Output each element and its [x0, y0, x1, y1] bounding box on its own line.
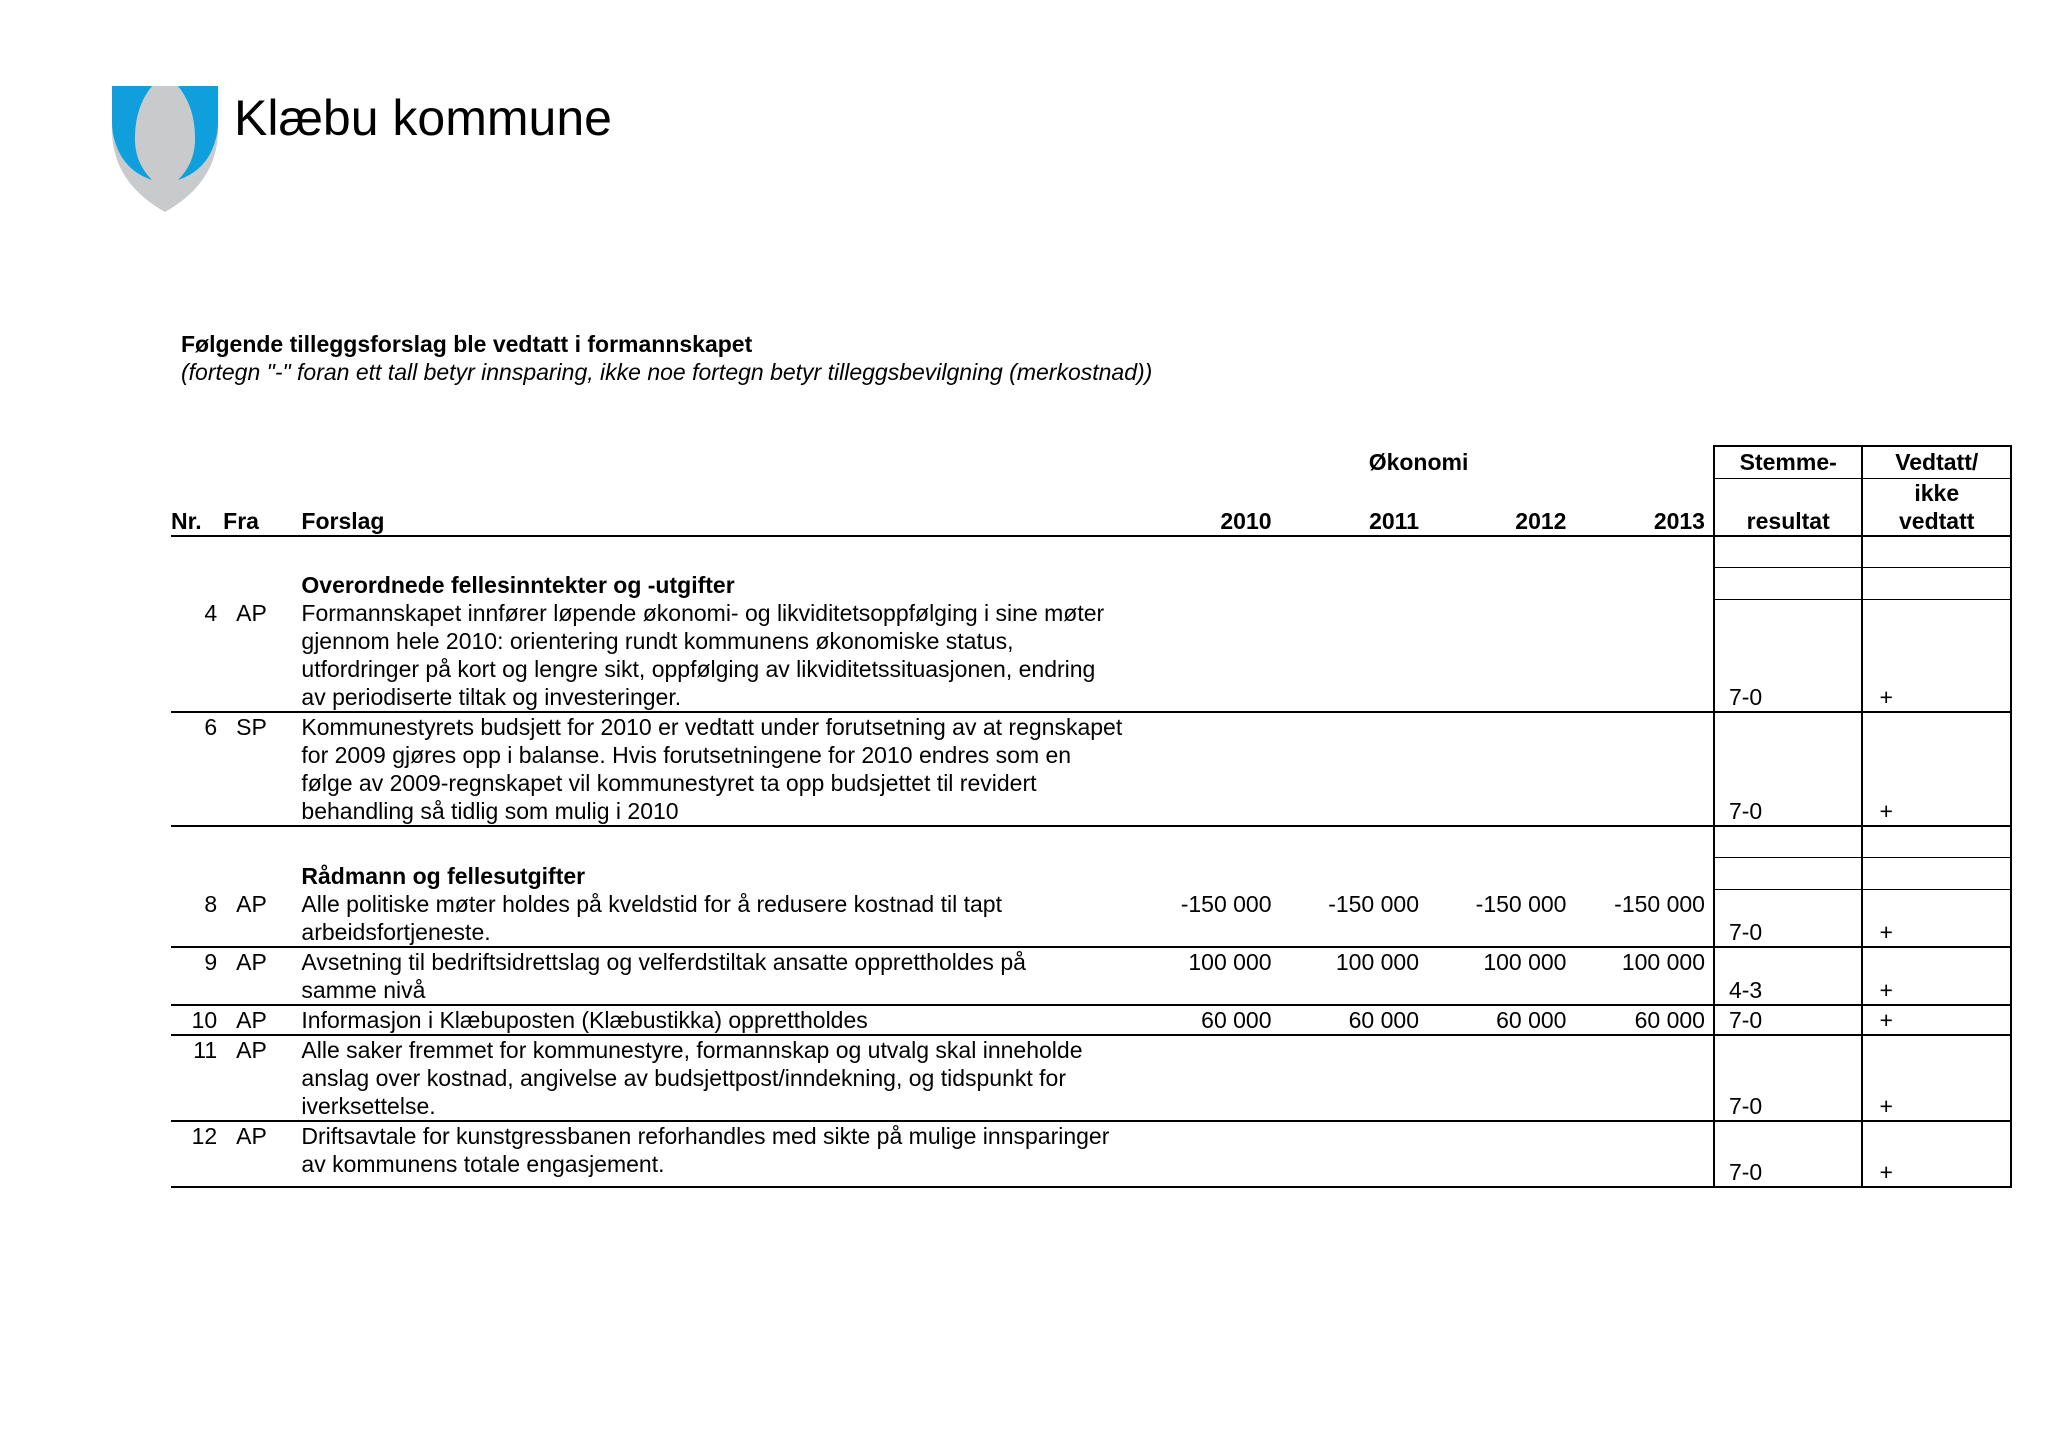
row-2011 [1272, 599, 1419, 712]
row-party: AP [221, 1121, 301, 1187]
header-year-2013: 2013 [1566, 478, 1714, 536]
row-proposal-text: Avsetning til bedriftsidrettslag og velferdstiltak ansatte opprettholdes på samme nivå [301, 947, 1124, 1005]
vote-header-top: Stemme- [1714, 446, 1862, 478]
row-party: AP [221, 1035, 301, 1121]
row-proposal-text: Formannskapet innfører løpende økonomi- og likviditetsoppfølging i sine møter gjennom hele 2010: orientering rundt kommunens økonomiske status, utfordringer på kort og lengre sikt, oppfølging av likviditetssituasjonen, endring av periodiserte tiltak og investeringer. [301, 599, 1124, 712]
row-party: AP [221, 599, 301, 712]
row-2010 [1124, 599, 1271, 712]
table-row [171, 1121, 2011, 1187]
row-2013: 60 000 [1566, 1005, 1714, 1035]
row-2011: 60 000 [1272, 1005, 1419, 1035]
row-passed: + [1862, 890, 2011, 947]
row-passed: + [1862, 1121, 2011, 1187]
row-vote-result: 7-0 [1714, 890, 1862, 947]
section-spacer [171, 826, 2011, 858]
header-row-2 [171, 478, 2011, 536]
municipality-name: Klæbu kommune [234, 90, 612, 146]
row-passed: + [1862, 1035, 2011, 1121]
row-vote-result: 7-0 [1714, 1035, 1862, 1121]
passed-header-bottom [1862, 478, 2011, 536]
table-row [171, 947, 2011, 1005]
section-title: Overordnede fellesinntekter og -utgifter [301, 572, 735, 598]
vote-empty-cell [1714, 826, 1862, 858]
passed-empty-cell [1862, 567, 2011, 599]
header-year-2010: 2010 [1124, 478, 1271, 536]
row-2013: -150 000 [1566, 890, 1714, 947]
row-nr: 4 [171, 599, 221, 712]
row-vote-result: 4-3 [1714, 947, 1862, 1005]
row-vote-result: 7-0 [1714, 1121, 1862, 1187]
row-2010 [1124, 1035, 1271, 1121]
economy-group-header: Økonomi [1368, 449, 1469, 475]
row-proposal-text: Informasjon i Klæbuposten (Klæbustikka) opprettholdes [301, 1005, 1124, 1035]
passed-header-mid: ikke [1914, 479, 1960, 506]
section-title: Rådmann og fellesutgifter [301, 862, 586, 889]
row-2010 [1124, 1121, 1271, 1187]
row-2011: -150 000 [1272, 890, 1419, 947]
row-party: AP [221, 947, 301, 1005]
header-year-2012: 2012 [1419, 478, 1566, 536]
row-passed: + [1862, 599, 2011, 712]
passed-header-top: Vedtatt/ [1862, 446, 2011, 478]
header-fra: Fra [221, 478, 301, 536]
header-row-1 [171, 446, 2011, 478]
vote-empty-cell [1714, 567, 1862, 599]
row-vote-result: 7-0 [1714, 1005, 1862, 1035]
intro-title: Følgende tilleggsforslag ble vedtatt i formannskapet [181, 331, 753, 357]
passed-empty-cell [1862, 536, 2011, 568]
header-nr: Nr. [171, 478, 221, 536]
row-vote-result: 7-0 [1714, 599, 1862, 712]
municipality-coat-of-arms-logo [112, 86, 218, 212]
vote-empty-cell [1714, 536, 1862, 568]
row-passed: + [1862, 1005, 2011, 1035]
table-row [171, 1035, 2011, 1121]
row-nr: 10 [171, 1005, 221, 1035]
row-2013: 100 000 [1566, 947, 1714, 1005]
passed-header-bottom-text: vedtatt [1899, 507, 1975, 534]
section-spacer [171, 536, 2011, 568]
intro-block [181, 330, 1281, 386]
row-party: AP [221, 1005, 301, 1035]
row-2012: 60 000 [1419, 1005, 1566, 1035]
row-vote-result: 7-0 [1714, 712, 1862, 826]
section-title-row [171, 858, 2011, 890]
table-row [171, 712, 2011, 826]
row-nr: 8 [171, 890, 221, 947]
row-party: SP [221, 712, 301, 826]
row-2011 [1272, 1121, 1419, 1187]
row-2012 [1419, 1035, 1566, 1121]
passed-empty-cell [1862, 826, 2011, 858]
proposals-table [171, 445, 2012, 1188]
row-2013 [1566, 1035, 1714, 1121]
row-2010: 60 000 [1124, 1005, 1271, 1035]
header-forslag: Forslag [301, 478, 1124, 536]
row-proposal-text: Driftsavtale for kunstgressbanen reforhandles med sikte på mulige innsparinger av kommunens totale engasjement. [301, 1121, 1124, 1187]
table-row [171, 1005, 2011, 1035]
row-passed: + [1862, 712, 2011, 826]
passed-empty-cell [1862, 858, 2011, 890]
row-2012 [1419, 1121, 1566, 1187]
row-2012 [1419, 599, 1566, 712]
row-2011 [1272, 1035, 1419, 1121]
row-proposal-text: Kommunestyrets budsjett for 2010 er vedtatt under forutsetning av at regnskapet for 2009 gjøres opp i balanse. Hvis forutsetningene for 2010 endres som en følge av 2009-regnskapet vil kommunestyret ta opp budsjettet til revidert behandling så tidlig som mulig i 2010 [301, 714, 1123, 824]
vote-empty-cell [1714, 858, 1862, 890]
row-2013 [1566, 599, 1714, 712]
row-2010: 100 000 [1124, 947, 1271, 1005]
row-2011 [1272, 712, 1419, 826]
row-2011: 100 000 [1272, 947, 1419, 1005]
row-nr: 9 [171, 947, 221, 1005]
vote-header-bottom: resultat [1714, 478, 1862, 536]
header-year-2011: 2011 [1272, 478, 1419, 536]
section-title-row [171, 567, 2011, 599]
row-passed: + [1862, 947, 2011, 1005]
row-2012: -150 000 [1419, 890, 1566, 947]
table-row [171, 890, 2011, 947]
row-2013 [1566, 1121, 1714, 1187]
row-2012 [1419, 712, 1566, 826]
row-nr: 11 [171, 1035, 221, 1121]
row-2010 [1124, 712, 1271, 826]
row-party: AP [221, 890, 301, 947]
table-row [171, 599, 2011, 712]
row-nr: 12 [171, 1121, 221, 1187]
row-2012: 100 000 [1419, 947, 1566, 1005]
row-2013 [1566, 712, 1714, 826]
intro-note: (fortegn "-" foran ett tall betyr innsparing, ikke noe fortegn betyr tilleggsbevilgning (merkostnad)) [181, 359, 1153, 385]
row-proposal-text: Alle politiske møter holdes på kveldstid for å redusere kostnad til tapt arbeidsfortjeneste. [301, 890, 1124, 947]
row-2010: -150 000 [1124, 890, 1271, 947]
row-nr: 6 [171, 712, 221, 826]
row-proposal-text: Alle saker fremmet for kommunestyre, formannskap og utvalg skal inneholde anslag over kostnad, angivelse av budsjettpost/inndekning, og tidspunkt for iverksettelse. [301, 1035, 1124, 1121]
